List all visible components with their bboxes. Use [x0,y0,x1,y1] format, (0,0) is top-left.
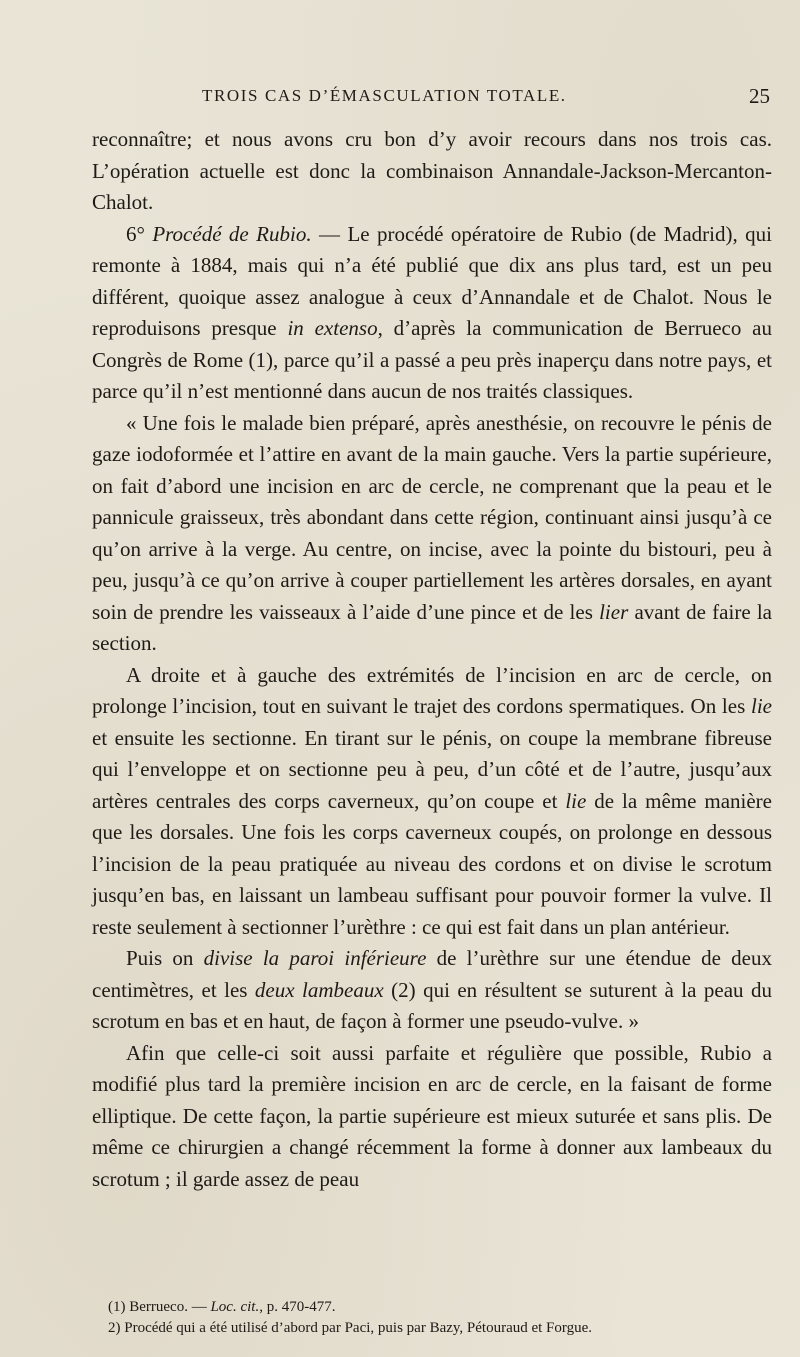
body-text [92,124,772,1195]
footnote-2: 2) Procédé qui a été utilisé d’abord par Paci, puis par Bazy, Pétouraud et Forgue. [108,1320,593,1336]
footnotes [108,1297,773,1339]
section-number: 6° [126,221,145,246]
section-title: Procédé de Rubio. [152,221,312,246]
paragraph-modification: Afin que celle-ci soit aussi parfaite et régulière que possible, Rubio a modifié plus tard la première incision en arc de cercle, en la faisant de forme elliptique. De cette façon, la partie supérieure est mieux suturée et sans plis. De même ce chirurgien a changé récemment la forme à donner aux lambeaux du scrotum ; il garde assez de peau [92,1040,772,1191]
paragraph-continuation: reconnaître; et nous avons cru bon d’y avoir recours dans nos trois cas. L’opération actuelle est donc la combinaison Annandale-Jackson-Mercanton-Chalot. [92,127,772,214]
paragraph-quote-start: « Une fois le malade bien préparé, après anesthésie, on recouvre le pénis de gaze iodoformée et l’attire en avant de la main gauche. Vers la partie supérieure, on fait d’abord une incision en arc de cercle, ne comprenant que la peau et le pannicule graisseux, très abondant dans cette région, continuant ainsi jusqu’à ce qu’on arrive à la verge. Au centre, on incise, avec la pointe du bistouri, peu à peu, jusqu’à ce qu’on arrive à couper partiellement les artères dorsales, en ayant soin de prendre les vaisseaux à l’aide d’une pince et de les lier avant de faire la section. [92,410,772,655]
paragraph-quote-middle: A droite et à gauche des extrémités de l’incision en arc de cercle, on prolonge l’incision, tout en suivant le trajet des cordons spermatiques. On les lie et ensuite les sectionne. En tirant sur le pénis, on coupe la membrane fibreuse qui l’enveloppe et on sectionne peu à peu, d’un côté et de l’autre, jusqu’aux artères centrales des corps caverneux, qu’on coupe et lie de la même manière que les dorsales. Une fois les corps caverneux coupés, on prolonge en dessous l’incision de la peau pratiquée au niveau des cordons et on divise le scrotum jusqu’en bas, en laissant un lambeau suffisant pour pouvoir former la vulve. Il reste seulement à sectionner l’urèthre : ce qui est fait dans un plan antérieur. [92,662,772,939]
page-number: 25 [749,84,770,108]
paragraph-quote-end: Puis on divise la paroi inférieure de l’urèthre sur une étendue de deux centimètres, et les deux lambeaux (2) qui en résultent se suturent à la peau du scrotum en bas et en haut, de façon à former une pseudo-vulve. » [92,946,772,1033]
running-title: TROIS CAS D’ÉMASCULATION TOTALE. [202,86,567,105]
page-header [90,86,770,112]
paragraph-rubio-intro: 6° Procédé de Rubio. — Le procédé opératoire de Rubio (de Madrid), qui remonte à 1884, mais qui n’a été publié que dix ans plus tard, est un peu différent, quoique assez analogue à ceux d’Annandale et de Chalot. Nous le reproduisons presque in extenso, d’après la communication de Berrueco au Congrès de Rome (1), parce qu’il a passé a peu près inaperçu dans notre pays, et parce qu’il n’est mentionné dans aucun de nos traités classiques. [92,221,772,403]
footnote-1: (1) Berrueco. — Loc. cit., p. 470-477. [108,1299,336,1315]
